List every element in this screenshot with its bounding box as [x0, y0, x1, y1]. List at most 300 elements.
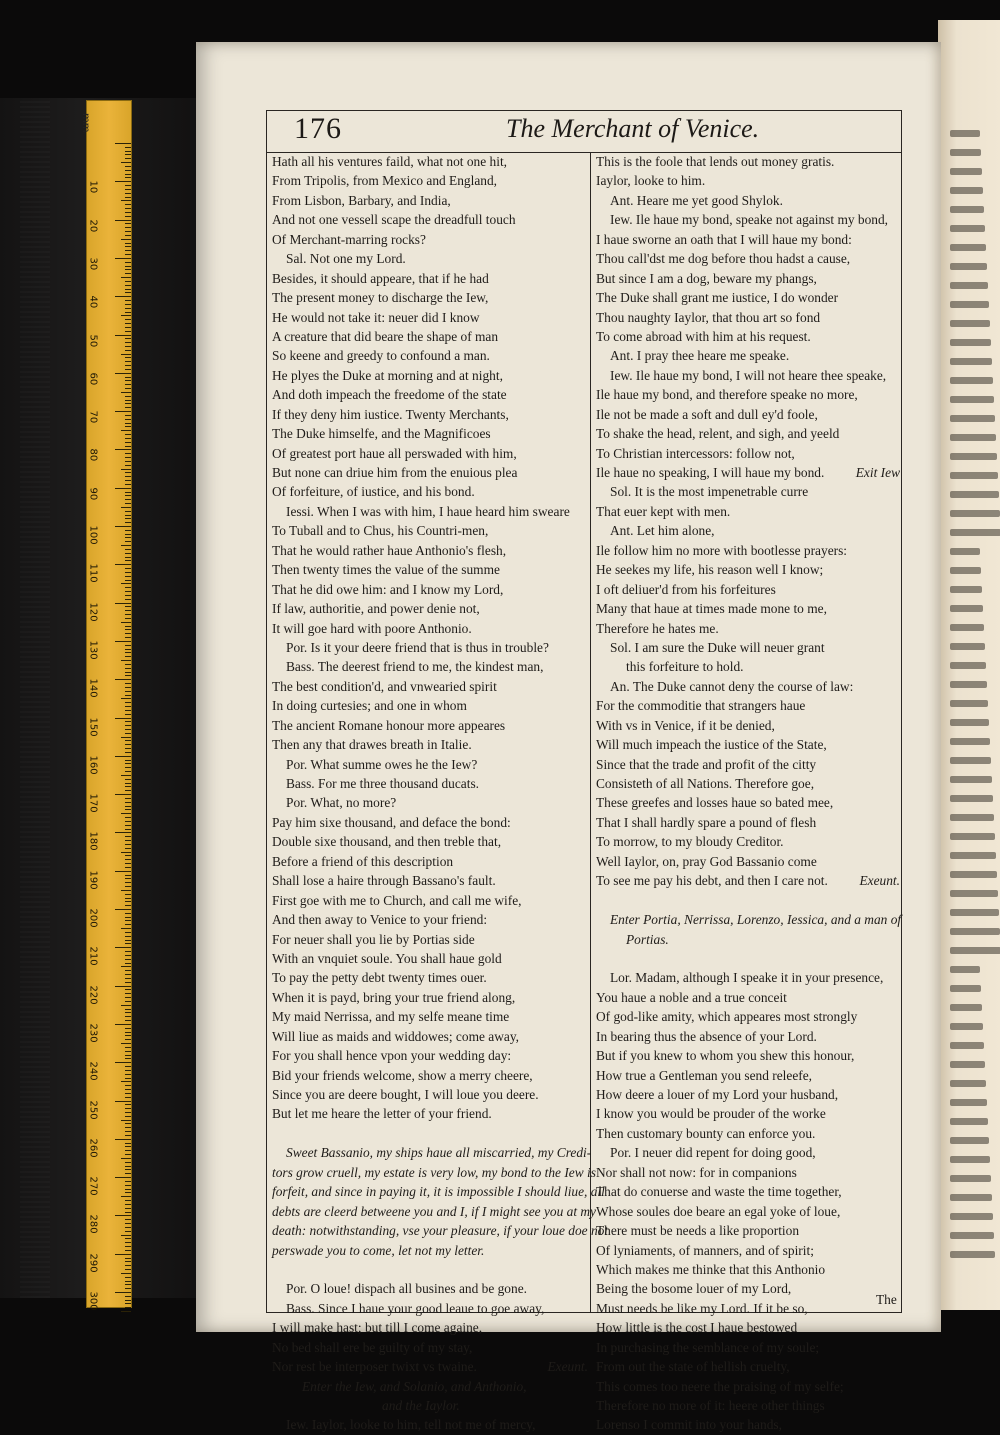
ruler-tick: [125, 511, 131, 512]
ruler-number: 50: [87, 334, 99, 347]
text-line: [596, 1260, 900, 1279]
ruler-tick: [125, 1047, 131, 1048]
ruler-tick: [125, 1032, 131, 1033]
ruler-tick: [121, 1273, 131, 1274]
ruler-tick: [125, 1058, 131, 1059]
line-text: Of Merchant-marring rocks?: [272, 231, 426, 247]
line-text: It will goe hard with poore Anthonio.: [272, 620, 472, 636]
ruler-tick: [125, 1269, 131, 1270]
facing-text-line: [950, 890, 998, 897]
text-line: [272, 1299, 588, 1318]
line-text: If they deny him iustice. Twenty Merchants,: [272, 406, 509, 422]
ruler-number: 180: [87, 831, 99, 851]
line-text: An. The Duke cannot deny the course of law:: [610, 678, 854, 694]
text-line: [596, 327, 900, 346]
ruler-tick: [125, 629, 131, 630]
text-line: [596, 463, 900, 482]
text-line: [272, 1202, 597, 1221]
text-line: [596, 1357, 900, 1376]
ruler-tick: [125, 1112, 131, 1113]
ruler-tick: [125, 1020, 131, 1021]
ruler-tick: [125, 300, 131, 301]
line-text: I know you would be prouder of the worke: [596, 1106, 826, 1122]
ruler-tick: [125, 1281, 131, 1282]
ruler-tick: [121, 890, 131, 891]
line-text: This is the foole that lends out money gratis.: [596, 154, 835, 169]
ruler-tick: [125, 763, 131, 764]
ruler-tick: [125, 407, 131, 408]
line-text: But none can driue him from the enuious plea: [272, 465, 518, 480]
ruler-tick: [125, 380, 131, 381]
ruler-tick: [125, 606, 131, 607]
line-text: Consisteth of all Nations. Therefore goe,: [596, 776, 815, 791]
line-text: Many that haue at times made mone to me,: [596, 601, 827, 617]
facing-text-line: [950, 225, 985, 232]
line-text: Besides, it should appeare, that if he had: [272, 270, 489, 286]
ruler-tick: [115, 603, 131, 604]
line-text: That he would rather haue Anthonio's flesh,: [272, 542, 507, 558]
ruler-tick: [125, 614, 131, 615]
text-line: [272, 1318, 588, 1337]
ruler-tick: [115, 488, 131, 489]
ruler-tick: [125, 419, 131, 420]
line-text: Portias.: [626, 931, 669, 947]
line-text: Bid your friends welcome, show a merry cheere,: [272, 1067, 533, 1083]
line-text: From Lisbon, Barbary, and India,: [272, 192, 451, 208]
ruler-tick: [121, 1120, 131, 1121]
text-line: [596, 1415, 900, 1434]
facing-text-line: [950, 358, 992, 365]
ruler-tick: [125, 1009, 131, 1010]
ruler-tick: [125, 652, 131, 653]
ruler-tick: [125, 997, 131, 998]
ruler-tick: [125, 250, 131, 251]
ruler-tick: [125, 1127, 131, 1128]
text-line: [596, 424, 900, 443]
ruler-tick: [125, 208, 131, 209]
line-text: Iew. Ile haue my bond, I will not heare thee speake,: [610, 367, 887, 383]
ruler-number: 80: [87, 448, 99, 462]
facing-page-edge: [938, 20, 1000, 1310]
ruler-tick: [125, 342, 131, 343]
text-line: [272, 793, 588, 812]
ruler-tick: [125, 656, 131, 657]
text-line: [272, 1163, 596, 1182]
ruler-tick: [125, 886, 131, 887]
ruler-tick: [125, 595, 131, 596]
ruler-tick: [125, 844, 131, 845]
ruler-tick: [125, 319, 131, 320]
line-text: Sal. Not one my Lord.: [286, 251, 406, 267]
ruler-tick: [125, 1300, 131, 1301]
text-line: [596, 1027, 900, 1046]
ruler-tick: [115, 718, 131, 719]
line-text: These greefes and losses haue so bated mee,: [596, 795, 834, 811]
text-line: [596, 405, 900, 424]
ruler-tick: [125, 1039, 131, 1040]
ruler-number: 140: [87, 678, 99, 698]
ruler-tick: [121, 775, 131, 776]
facing-text-line: [950, 833, 995, 840]
line-text: Will much impeach the iustice of the State,: [596, 737, 827, 753]
line-text: Lor. Madam, although I speake it in your presence,: [610, 970, 884, 986]
facing-text-line: [950, 472, 998, 479]
text-line: [596, 852, 900, 871]
line-text: Pay him sixe thousand, and deface the bond:: [272, 814, 511, 830]
ruler-tick: [125, 610, 131, 611]
line-text: You haue a noble and a true conceit: [596, 989, 787, 1005]
ruler-tick: [115, 411, 131, 412]
ruler-number: 280: [87, 1214, 99, 1234]
ruler-tick: [125, 1238, 131, 1239]
facing-text-line: [950, 947, 1000, 954]
text-line: [596, 599, 900, 618]
ruler-tick: [125, 331, 131, 332]
line-text: But if you knew to whom you shew this honour,: [596, 1048, 855, 1064]
ruler-tick: [121, 545, 131, 546]
ruler-number: 290: [87, 1253, 99, 1273]
ruler-tick: [125, 898, 131, 899]
line-text: To pay the petty debt twenty times ouer.: [272, 970, 487, 986]
ruler-tick: [125, 1284, 131, 1285]
ruler-tick: [125, 1200, 131, 1201]
text-line: [272, 871, 588, 890]
line-text: The present money to discharge the Iew,: [272, 290, 489, 306]
text-line: [272, 813, 588, 832]
ruler-tick: [125, 346, 131, 347]
text-line: [596, 541, 900, 560]
ruler-tick: [125, 993, 131, 994]
ruler-tick: [125, 446, 131, 447]
facing-text-line: [950, 149, 981, 156]
line-text: A creature that did beare the shape of man: [272, 328, 499, 344]
facing-text-line: [950, 567, 981, 574]
text-line: [596, 1318, 900, 1337]
text-line: [272, 930, 588, 949]
ruler-tick: [125, 974, 131, 975]
line-text: To shake the head, relent, and sigh, and yeeld: [596, 426, 840, 442]
ruler-tick: [125, 1307, 131, 1308]
ruler-tick: [125, 878, 131, 879]
ruler-number: 120: [87, 602, 99, 622]
line-text: Will liue as maids and widdowes; come away,: [272, 1028, 520, 1044]
text-line: [596, 1124, 900, 1143]
ruler-tick: [125, 442, 131, 443]
ruler-tick: [125, 955, 131, 956]
facing-text-line: [950, 1251, 995, 1258]
text-line: [596, 1085, 900, 1104]
ruler-tick: [125, 292, 131, 293]
facing-text-line: [950, 1042, 984, 1049]
ruler-tick: [125, 453, 131, 454]
line-text: To morrow, to my bloudy Creditor.: [596, 834, 784, 850]
line-text: Ile not be made a soft and dull ey'd foole,: [596, 406, 818, 422]
line-text: He plyes the Duke at morning and at night,: [272, 367, 503, 383]
ruler-tick: [125, 633, 131, 634]
line-text: Ant. Heare me yet good Shylok.: [610, 192, 783, 208]
text-line: [272, 210, 588, 229]
text-line: [272, 774, 588, 793]
ruler-tick: [125, 1123, 131, 1124]
ruler-tick: [125, 1223, 131, 1224]
ruler-tick: [125, 691, 131, 692]
ruler-tick: [125, 1204, 131, 1205]
ruler-tick: [125, 537, 131, 538]
text-line: [272, 1066, 588, 1085]
ruler-tick: [115, 258, 131, 259]
ruler-tick: [121, 1158, 131, 1159]
ruler-tick: [115, 871, 131, 872]
ruler-tick: [125, 1173, 131, 1174]
facing-text-line: [950, 130, 980, 137]
text-line: [596, 696, 900, 715]
text-line: [272, 230, 588, 249]
line-text: To see me pay his debt, and then I care not.: [596, 873, 828, 889]
ruler-tick: [125, 802, 131, 803]
text-line: [272, 755, 588, 774]
ruler-tick: [125, 216, 131, 217]
line-text: Bass. For me three thousand ducats.: [286, 776, 480, 791]
ruler-tick: [125, 591, 131, 592]
text-line: [596, 988, 900, 1007]
line-text: Iew. Ile haue my bond, speake not against my bond,: [610, 212, 889, 228]
ruler-tick: [125, 1070, 131, 1071]
text-line: [596, 638, 900, 657]
line-text: Iessi. When I was with him, I haue heard him sweare: [286, 503, 570, 519]
ruler-number: 100: [87, 525, 99, 545]
ruler-number: 150: [87, 717, 99, 737]
page-number: 176: [294, 112, 342, 145]
text-line: [596, 346, 900, 365]
text-line: [272, 327, 588, 346]
ruler-tick: [121, 200, 131, 201]
line-text: From Tripolis, from Mexico and England,: [272, 173, 498, 189]
ruler-tick: [125, 668, 131, 669]
ruler-number: 220: [87, 985, 99, 1005]
line-text: In purchasing the semblance of my soule;: [596, 1339, 820, 1355]
line-text: With vs in Venice, if it be denied,: [596, 717, 775, 733]
ruler-tick: [125, 185, 131, 186]
ruler-tick: [125, 369, 131, 370]
ruler-tick: [125, 963, 131, 964]
line-text: That do conuerse and waste the time together,: [596, 1184, 842, 1200]
text-line: [272, 1007, 588, 1026]
facing-text-line: [950, 1061, 985, 1068]
ruler-tick: [125, 740, 131, 741]
line-text: No bed shall ere be guilty of my stay,: [272, 1339, 473, 1355]
ruler-tick: [115, 220, 131, 221]
text-line: [272, 405, 588, 424]
ruler-tick: [125, 1162, 131, 1163]
text-line: [596, 755, 900, 774]
ruler-tick: [125, 1001, 131, 1002]
ruler-tick: [121, 354, 131, 355]
line-text: Of god-like amity, which appeares most strongly: [596, 1009, 858, 1025]
text-line: [596, 832, 900, 851]
line-text: death: notwithstanding, vse your pleasure, if your loue doe not: [272, 1223, 609, 1239]
ruler-tick: [125, 243, 131, 244]
facing-text-line: [950, 434, 996, 441]
ruler-number: 210: [87, 946, 99, 966]
facing-text-line: [950, 263, 987, 270]
ruler-tick: [121, 469, 131, 470]
facing-text-line: [950, 871, 997, 878]
ruler-tick: [125, 1192, 131, 1193]
line-text: Of lyniaments, of manners, and of spirit;: [596, 1242, 814, 1258]
ruler-tick: [125, 223, 131, 224]
ruler-number: 300: [87, 1291, 99, 1311]
text-line: [596, 521, 900, 540]
text-line: [596, 793, 900, 812]
line-text: For the commoditie that strangers haue: [596, 698, 806, 714]
text-line: [272, 269, 588, 288]
ruler-number: 20: [87, 219, 99, 232]
facing-text-line: [950, 738, 990, 745]
text-line: [596, 930, 900, 949]
line-text: Whose soules doe beare an egal yoke of loue,: [596, 1203, 841, 1219]
text-line: [272, 1104, 588, 1123]
ruler-tick: [125, 515, 131, 516]
line-text: How little is the cost I haue bestowed: [596, 1320, 798, 1336]
ruler-tick: [121, 1081, 131, 1082]
ruler-tick: [125, 725, 131, 726]
facing-text-line: [950, 700, 988, 707]
facing-text-line: [950, 795, 993, 802]
text-line: [272, 852, 588, 871]
ruler-tick: [121, 737, 131, 738]
ruler-tick: [121, 1235, 131, 1236]
ruler-tick: [115, 832, 131, 833]
ruler-tick: [125, 1246, 131, 1247]
facing-text-line: [950, 510, 1000, 517]
stage-direction: Exeunt.: [859, 873, 900, 889]
line-text: From out the state of hellish cruelty,: [596, 1359, 790, 1375]
ruler-tick: [125, 687, 131, 688]
facing-text-line: [950, 928, 1000, 935]
ruler-tick: [125, 426, 131, 427]
ruler-tick: [125, 982, 131, 983]
ruler-tick: [125, 231, 131, 232]
line-text: Then twenty times the value of the summe: [272, 562, 500, 578]
line-text: tors grow cruell, my estate is very low, my bond to the Iew is: [272, 1164, 596, 1180]
text-line: [596, 1279, 900, 1298]
ruler-tick: [125, 522, 131, 523]
ruler-tick: [125, 549, 131, 550]
running-title: The Merchant of Venice.: [506, 114, 760, 143]
ruler-tick: [125, 534, 131, 535]
ruler-tick: [125, 825, 131, 826]
facing-text-line: [950, 643, 985, 650]
facing-text-line: [950, 206, 984, 213]
line-text: Since that the trade and profit of the citty: [596, 756, 817, 772]
ruler-tick: [125, 1258, 131, 1259]
facing-text-line: [950, 719, 989, 726]
ruler-number: 260: [87, 1138, 99, 1158]
ruler-tick: [125, 289, 131, 290]
facing-text-line: [950, 586, 982, 593]
ruler-tick: [125, 1150, 131, 1151]
facing-text-line: [950, 814, 994, 821]
text-line: [596, 210, 900, 229]
left-text-column: [272, 152, 609, 1435]
text-line: [272, 1279, 588, 1298]
ruler-tick: [125, 1074, 131, 1075]
ruler-tick: [115, 1062, 131, 1063]
ruler-tick: [125, 170, 131, 171]
text-line: [596, 1163, 900, 1182]
ruler-tick: [125, 281, 131, 282]
ruler-tick: [121, 507, 131, 508]
line-text: That he did owe him: and I know my Lord,: [272, 581, 504, 597]
ruler-tick: [125, 1104, 131, 1105]
ruler-tick: [125, 882, 131, 883]
line-text: Ile haue no speaking, I will haue my bond.: [596, 465, 825, 480]
ruler-tick: [125, 377, 131, 378]
ruler-tick: [125, 706, 131, 707]
catchword: The: [876, 1292, 897, 1307]
text-line: [272, 1027, 588, 1046]
ruler-tick: [121, 1311, 131, 1312]
book-page: [196, 42, 941, 1433]
ruler-tick: [125, 920, 131, 921]
ruler-tick: [125, 518, 131, 519]
ruler-tick: [125, 461, 131, 462]
ruler-tick: [121, 583, 131, 584]
text-line: [596, 1046, 900, 1065]
ruler-tick: [125, 1169, 131, 1170]
ruler-tick: [125, 626, 131, 627]
text-line: [596, 482, 900, 501]
text-line: [596, 677, 900, 696]
ruler-tick: [121, 392, 131, 393]
ruler-tick: [125, 1296, 131, 1297]
text-line: [272, 560, 588, 579]
ruler-tick: [121, 1043, 131, 1044]
line-text: Of greatest port haue all perswaded with him,: [272, 445, 517, 461]
ruler-tick: [125, 254, 131, 255]
text-line: [272, 891, 588, 910]
ruler-tick: [121, 430, 131, 431]
ruler-tick: [125, 855, 131, 856]
line-text: Bass. The deerest friend to me, the kindest man,: [286, 659, 544, 675]
ruler-tick: [125, 978, 131, 979]
line-text: Por. I neuer did repent for doing good,: [610, 1145, 816, 1161]
ruler-tick: [125, 943, 131, 944]
ruler-tick: [125, 557, 131, 558]
ruler-tick: [125, 285, 131, 286]
ruler-tick: [125, 913, 131, 914]
ruler-tick: [125, 560, 131, 561]
line-text: Ile follow him no more with bootlesse prayers:: [596, 542, 848, 558]
ruler-tick: [125, 875, 131, 876]
line-text: Bass. Since I haue your good leaue to goe away,: [286, 1300, 545, 1316]
ruler-tick: [125, 836, 131, 837]
ruler-tick: [115, 181, 131, 182]
ruler-tick: [125, 312, 131, 313]
ruler-tick: [125, 798, 131, 799]
ruler-tick: [125, 894, 131, 895]
ruler-tick: [125, 959, 131, 960]
facing-text-line: [950, 1080, 986, 1087]
ruler-tick: [121, 1196, 131, 1197]
line-text: To Tuball and to Chus, his Countri-men,: [272, 523, 489, 539]
ruler-tick: [125, 790, 131, 791]
text-line: [596, 1143, 900, 1162]
text-line: [272, 424, 588, 443]
ruler-tick: [121, 813, 131, 814]
facing-text-line: [950, 1099, 987, 1106]
ruler-tick: [125, 1166, 131, 1167]
